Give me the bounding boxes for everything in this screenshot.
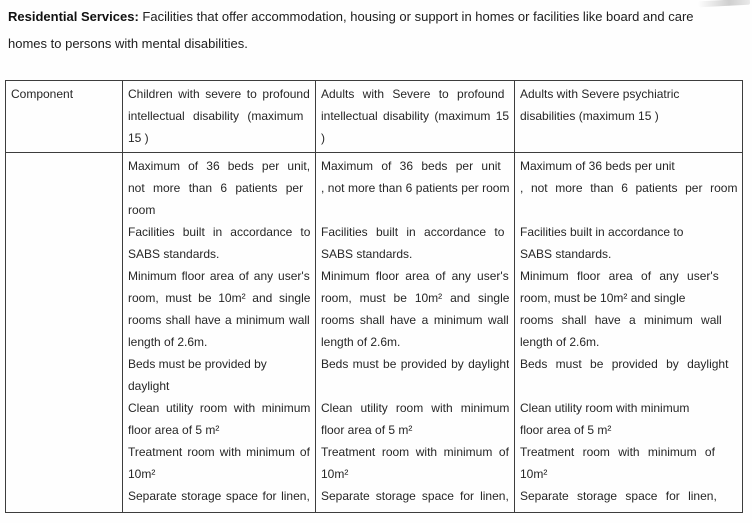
text-line: room, must be 10m² and single <box>321 291 509 305</box>
text-line: Facilities built in accordance to <box>321 225 505 239</box>
text-line: Clean utility room with minimum <box>321 401 509 415</box>
text-line: 10m² <box>321 467 349 481</box>
text-line: Treatment room with minimum of <box>321 445 509 459</box>
text-line: Maximum of 36 beds per unit, <box>128 159 310 173</box>
header-cell-adults-intellectual <box>316 81 515 153</box>
text-line: rooms shall have a minimum wall <box>321 313 509 327</box>
text-line: Treatment room with minimum of <box>520 445 715 459</box>
text-line: disabilities (maximum 15 ) <box>520 109 659 123</box>
text-line: SABS standards. <box>128 247 220 261</box>
text-line: SABS standards. <box>520 247 612 261</box>
header-cell-children-intellectual <box>123 81 316 153</box>
text-line: Separate storage space for linen, <box>520 489 717 503</box>
intro-term: Residential Services: <box>8 9 139 24</box>
table-body-row <box>6 153 743 513</box>
intro-text: Facilities that offer accommodation, housing or support in homes or facilities like board and care homes to persons with mental disabilities. <box>8 9 694 51</box>
text-line: Component <box>11 87 74 101</box>
text-line: Beds must be provided by daylight <box>321 357 509 371</box>
text-line: not more than 6 patients per <box>128 181 304 195</box>
text-line: Minimum floor area of any user's <box>321 269 509 283</box>
text-line <box>520 375 737 397</box>
text-line: Beds must be provided by daylight <box>520 357 729 371</box>
text-line: Maximum of 36 beds per unit <box>321 159 501 173</box>
text-line: Separate storage space for linen, <box>321 489 509 503</box>
text-line: daylight <box>128 379 170 393</box>
text-line <box>321 199 509 221</box>
text-line: Beds must be provided by <box>128 357 267 371</box>
body-cell-component <box>6 153 123 513</box>
text-line: Minimum floor area of any user's <box>520 269 719 283</box>
body-cell-children-intellectual <box>123 153 316 513</box>
text-line: Clean utility room with minimum <box>128 401 310 415</box>
text-line: , not more than 6 patients per room <box>520 181 737 195</box>
text-line: room, must be 10m² and single <box>520 291 686 305</box>
text-line: , not more than 6 patients per room <box>321 181 509 195</box>
body-cell-adults-psychiatric <box>515 153 743 513</box>
text-line: ) <box>321 131 325 145</box>
text-line: Separate storage space for linen, <box>128 489 310 503</box>
text-line: floor area of 5 m² <box>128 423 220 437</box>
text-line: rooms shall have a minimum wall <box>520 313 722 327</box>
text-line: room, must be 10m² and single <box>128 291 310 305</box>
text-line: length of 2.6m. <box>520 335 600 349</box>
text-line: Minimum floor area of any user's <box>128 269 310 283</box>
text-line: length of 2.6m. <box>321 335 401 349</box>
text-line: intellectual disability (maximum 15 <box>321 109 509 123</box>
text-line: 10m² <box>128 467 156 481</box>
text-line <box>520 199 737 221</box>
text-line: 10m² <box>520 467 548 481</box>
text-line: Adults with Severe psychiatric <box>520 87 680 101</box>
text-line: rooms shall have a minimum wall <box>128 313 310 327</box>
text-line: Children with severe to profound <box>128 87 310 101</box>
table-header-row <box>6 81 743 153</box>
intro-paragraph <box>8 3 724 57</box>
body-cell-adults-intellectual <box>316 153 515 513</box>
text-line: floor area of 5 m² <box>520 423 612 437</box>
text-line: length of 2.6m. <box>128 335 208 349</box>
text-line: room <box>128 203 156 217</box>
text-line: Treatment room with minimum of <box>128 445 310 459</box>
scan-artifact-mark <box>698 0 750 7</box>
residential-services-table <box>5 80 743 513</box>
text-line: floor area of 5 m² <box>321 423 413 437</box>
header-cell-component <box>6 81 123 153</box>
text-line: intellectual disability (maximum <box>128 109 304 123</box>
text-line: SABS standards. <box>321 247 413 261</box>
text-line: Facilities built in accordance to <box>520 225 684 239</box>
text-line: 15 ) <box>128 131 149 145</box>
text-line: Adults with Severe to profound <box>321 87 505 101</box>
text-line <box>321 375 509 397</box>
text-line: Clean utility room with minimum <box>520 401 690 415</box>
header-cell-adults-psychiatric <box>515 81 743 153</box>
text-line: Maximum of 36 beds per unit <box>520 159 675 173</box>
text-line: Facilities built in accordance to <box>128 225 310 239</box>
